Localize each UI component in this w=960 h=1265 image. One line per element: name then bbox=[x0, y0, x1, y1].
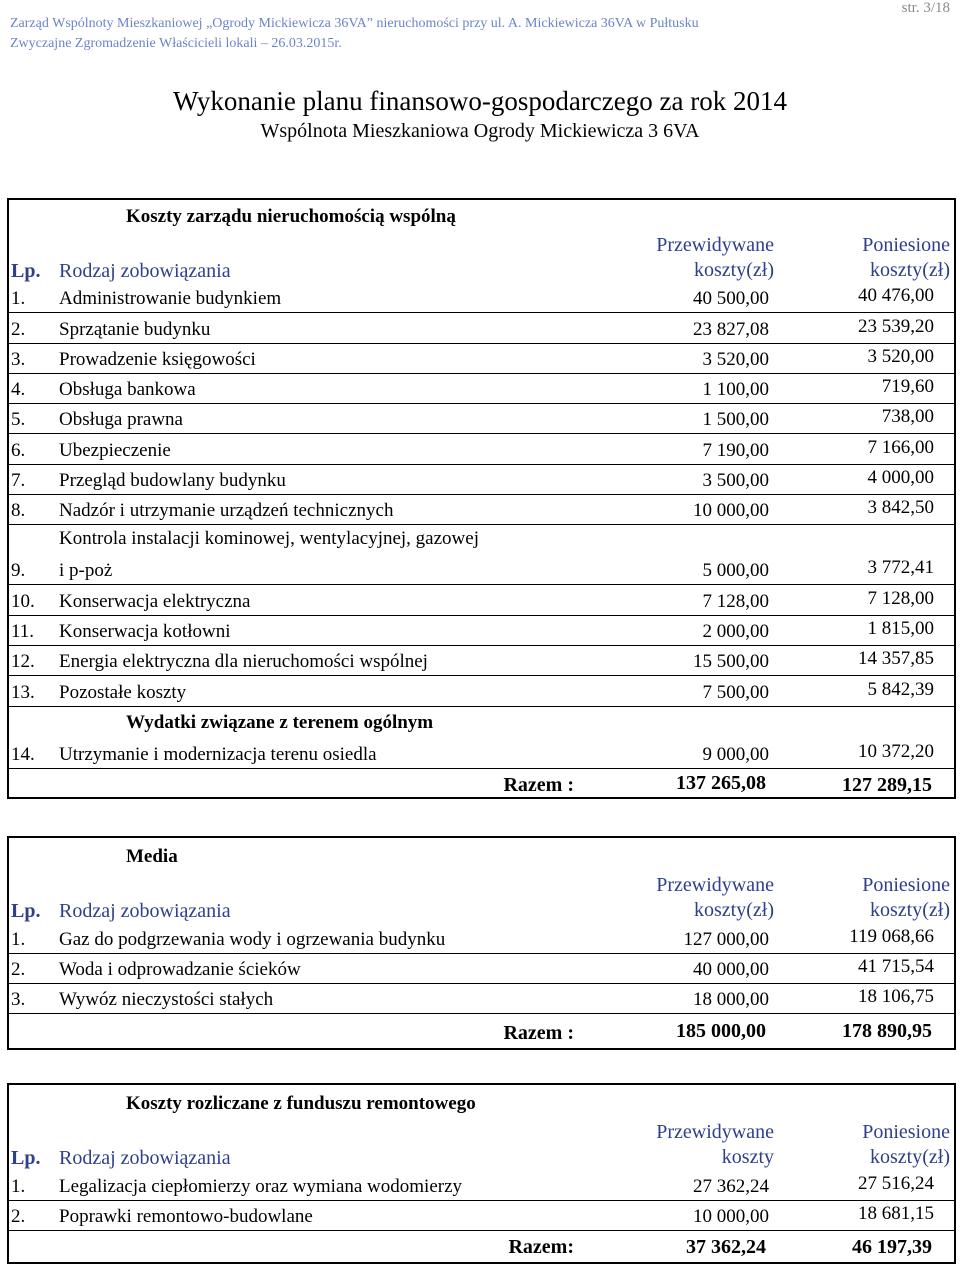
row-actual: 119 068,66 bbox=[849, 926, 934, 947]
row-planned: 7 190,00 bbox=[702, 439, 769, 461]
table-row bbox=[9, 403, 954, 434]
row-actual: 14 357,85 bbox=[858, 648, 934, 670]
row-number: 2. bbox=[11, 1206, 26, 1227]
row-actual: 40 476,00 bbox=[858, 285, 934, 307]
column-header-planned: Przewidywane koszty(zł) bbox=[656, 234, 774, 281]
row-planned: 127 000,00 bbox=[683, 929, 769, 950]
row-name: Prowadzenie księgowości bbox=[59, 348, 256, 370]
column-header-lp: Lp. bbox=[11, 900, 41, 922]
column-header-planned: Przewidywane koszty bbox=[656, 1121, 774, 1168]
row-planned: 10 000,00 bbox=[693, 500, 769, 522]
table-row bbox=[9, 343, 954, 374]
row-number: 1. bbox=[11, 288, 26, 310]
table-media bbox=[7, 836, 956, 1050]
row-name: Pozostałe koszty bbox=[59, 681, 187, 703]
table-row bbox=[9, 615, 954, 646]
row-name: Gaz do podgrzewania wody i ogrzewania budynku bbox=[59, 929, 446, 950]
row-actual: 5 842,39 bbox=[867, 678, 934, 700]
total-label: Razem : bbox=[503, 774, 574, 796]
row-actual: 10 372,20 bbox=[858, 741, 934, 762]
total-actual: 178 890,95 bbox=[842, 1020, 932, 1042]
row-name: Obsługa bankowa bbox=[59, 379, 196, 401]
column-header-actual: Poniesione koszty(zł) bbox=[862, 874, 950, 921]
row-name: Poprawki remontowo-budowlane bbox=[59, 1206, 313, 1227]
row-planned: 40 000,00 bbox=[693, 959, 769, 980]
row-number: 14. bbox=[11, 744, 35, 765]
table-row bbox=[9, 983, 954, 1014]
row-number: 2. bbox=[11, 959, 26, 980]
row-actual: 18 681,15 bbox=[858, 1203, 934, 1224]
row-planned: 1 500,00 bbox=[702, 409, 769, 431]
table-row bbox=[9, 494, 954, 525]
total-planned: 137 265,08 bbox=[676, 772, 766, 794]
row-actual: 3 772,41 bbox=[867, 557, 934, 579]
table-row bbox=[9, 923, 954, 954]
row-planned: 2 000,00 bbox=[702, 620, 769, 642]
row-number: 8. bbox=[11, 500, 26, 522]
table-row bbox=[9, 738, 954, 769]
row-number: 2. bbox=[11, 318, 26, 340]
column-header-name: Rodzaj zobowiązania bbox=[59, 900, 231, 922]
column-header-planned: Przewidywane koszty(zł) bbox=[656, 874, 774, 921]
row-number: 4. bbox=[11, 379, 26, 401]
row-number: 7. bbox=[11, 470, 26, 492]
row-planned: 5 000,00 bbox=[702, 560, 769, 582]
row-actual: 4 000,00 bbox=[867, 467, 934, 489]
row-name: Woda i odprowadzanie ścieków bbox=[59, 959, 301, 980]
total-label: Razem: bbox=[508, 1236, 574, 1258]
row-number: 3. bbox=[11, 989, 26, 1010]
total-planned: 37 362,24 bbox=[686, 1236, 766, 1258]
row-name: Wywóz nieczystości stałych bbox=[59, 989, 274, 1010]
row-actual: 18 106,75 bbox=[858, 986, 934, 1007]
column-header-name: Rodzaj zobowiązania bbox=[59, 260, 231, 282]
document-title: Wykonanie planu finansowo-gospodarczego za rok 2014 bbox=[173, 86, 787, 116]
row-planned: 18 000,00 bbox=[693, 989, 769, 1010]
document-subtitle: Wspólnota Mieszkaniowa Ogrody Mickiewicza 3 6VA bbox=[260, 120, 700, 142]
header-line-1: Zarząd Wspólnoty Mieszkaniowej „Ogrody Mickiewicza 36VA” nieruchomości przy ul. A. Mickiewicza 36VA w Pułtusku bbox=[10, 16, 699, 31]
row-actual: 23 539,20 bbox=[858, 315, 934, 337]
section-title: Koszty rozliczane z funduszu remontowego bbox=[126, 1093, 476, 1114]
row-planned: 23 827,08 bbox=[693, 318, 769, 340]
table-row bbox=[9, 584, 954, 615]
table-row bbox=[9, 524, 954, 585]
table-row bbox=[9, 953, 954, 984]
row-planned: 7 128,00 bbox=[702, 590, 769, 612]
row-planned: 7 500,00 bbox=[702, 681, 769, 703]
row-name: Nadzór i utrzymanie urządzeń technicznych bbox=[59, 500, 394, 522]
row-planned: 3 520,00 bbox=[702, 348, 769, 370]
table-row bbox=[9, 464, 954, 495]
row-planned: 27 362,24 bbox=[693, 1176, 769, 1197]
row-actual: 738,00 bbox=[881, 406, 934, 428]
table-row bbox=[9, 675, 954, 706]
row-actual: 41 715,54 bbox=[858, 956, 934, 977]
total-actual: 46 197,39 bbox=[852, 1236, 932, 1258]
row-name-continued: i p-poż bbox=[59, 560, 113, 582]
table-renovation-fund bbox=[7, 1083, 956, 1264]
row-name: Sprzątanie budynku bbox=[59, 318, 211, 340]
row-actual: 1 815,00 bbox=[867, 617, 934, 639]
row-number: 5. bbox=[11, 409, 26, 431]
row-actual: 7 166,00 bbox=[867, 436, 934, 458]
row-actual: 7 128,00 bbox=[867, 587, 934, 609]
table-row bbox=[9, 312, 954, 343]
table-row bbox=[9, 373, 954, 404]
row-number: 3. bbox=[11, 348, 26, 370]
table-row bbox=[9, 645, 954, 676]
row-number: 1. bbox=[11, 929, 26, 950]
row-name: Konserwacja kotłowni bbox=[59, 620, 231, 642]
row-planned: 15 500,00 bbox=[693, 651, 769, 673]
row-number: 6. bbox=[11, 439, 26, 461]
table-management-costs bbox=[7, 198, 956, 799]
column-header-actual: Poniesione koszty(zł) bbox=[862, 1121, 950, 1168]
row-number: 12. bbox=[11, 651, 35, 673]
column-header-lp: Lp. bbox=[11, 1147, 41, 1169]
total-actual: 127 289,15 bbox=[842, 774, 932, 796]
row-name: Energia elektryczna dla nieruchomości wspólnej bbox=[59, 651, 428, 673]
section-title: Koszty zarządu nieruchomością wspólną bbox=[126, 206, 456, 227]
row-planned: 40 500,00 bbox=[693, 288, 769, 310]
row-actual: 719,60 bbox=[881, 376, 934, 398]
column-header-lp: Lp. bbox=[11, 260, 41, 282]
row-number: 11. bbox=[11, 620, 35, 642]
row-planned: 9 000,00 bbox=[702, 744, 769, 765]
column-header-actual: Poniesione koszty(zł) bbox=[862, 234, 950, 281]
section-title-2: Wydatki związane z terenem ogólnym bbox=[126, 712, 434, 733]
row-name: Utrzymanie i modernizacja terenu osiedla bbox=[59, 744, 377, 765]
row-name: Administrowanie budynkiem bbox=[59, 288, 282, 310]
table-row bbox=[9, 434, 954, 465]
row-planned: 1 100,00 bbox=[702, 379, 769, 401]
row-actual: 3 842,50 bbox=[867, 497, 934, 519]
row-name: Kontrola instalacji kominowej, wentylacyjnej, gazowej bbox=[59, 528, 479, 550]
row-number: 13. bbox=[11, 681, 35, 703]
row-number: 1. bbox=[11, 1176, 26, 1197]
row-actual: 27 516,24 bbox=[858, 1173, 934, 1194]
row-name: Konserwacja elektryczna bbox=[59, 590, 251, 612]
row-name: Ubezpieczenie bbox=[59, 439, 171, 461]
table-row bbox=[9, 1170, 954, 1201]
total-planned: 185 000,00 bbox=[676, 1020, 766, 1042]
row-actual: 3 520,00 bbox=[867, 345, 934, 367]
column-header-name: Rodzaj zobowiązania bbox=[59, 1147, 231, 1169]
section-title: Media bbox=[126, 846, 178, 867]
total-label: Razem : bbox=[503, 1022, 574, 1044]
table-row bbox=[9, 1200, 954, 1231]
table-row bbox=[9, 282, 954, 313]
row-name: Przegląd budowlany budynku bbox=[59, 470, 286, 492]
row-name: Obsługa prawna bbox=[59, 409, 183, 431]
header-line-2: Zwyczajne Zgromadzenie Właścicieli lokali – 26.03.2015r. bbox=[10, 36, 342, 51]
row-number: 9. bbox=[11, 560, 26, 582]
row-number: 10. bbox=[11, 590, 35, 612]
row-planned: 10 000,00 bbox=[693, 1206, 769, 1227]
page-number: str. 3/18 bbox=[901, 0, 950, 16]
row-planned: 3 500,00 bbox=[702, 470, 769, 492]
row-name: Legalizacja ciepłomierzy oraz wymiana wodomierzy bbox=[59, 1176, 463, 1197]
